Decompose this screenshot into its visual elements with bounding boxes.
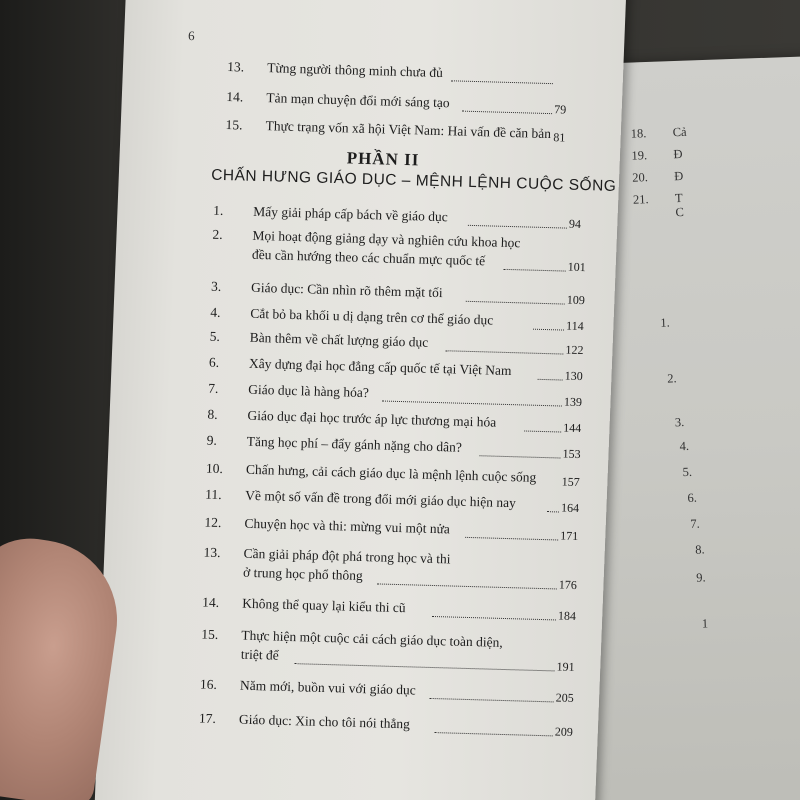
right-entry-title: T: [674, 190, 683, 206]
right-page-number: 5.: [682, 464, 693, 480]
right-entry-number: 21.: [632, 192, 649, 207]
entry-title: Giáo dục: Xin cho tôi nói thẳng: [238, 711, 411, 732]
entry-title: Bàn thêm về chất lượng giáo dục: [249, 329, 429, 350]
entry-title: Tăng học phí – đẩy gánh nặng cho dân?: [246, 433, 463, 455]
right-entry-title: Đ: [673, 168, 684, 184]
entry-page-number: 176: [558, 577, 578, 593]
entry-title-continued: đều cần hướng theo các chuẩn mực quốc tế: [251, 246, 486, 269]
right-page-number: 1.: [660, 315, 670, 330]
right-entry-number: [634, 216, 676, 217]
entry-title: Mấy giải pháp cấp bách về giáo dục: [253, 203, 448, 225]
entry-number: 3.: [210, 278, 222, 294]
entry-page-number: 109: [566, 292, 586, 308]
entry-number: 1.: [213, 202, 224, 218]
entry-page-number: 205: [555, 690, 574, 705]
entry-title: Thực trạng vốn xã hội Việt Nam: Hai vấn đề căn bản: [265, 118, 552, 142]
entry-page-number: 114: [565, 318, 584, 334]
right-entry-title: C: [675, 204, 685, 220]
entry-number: 15.: [201, 626, 219, 643]
entry-page-number: 122: [565, 342, 584, 358]
entry-title-continued: ở trung học phổ thông: [242, 564, 363, 584]
entry-number: 6.: [208, 354, 220, 370]
entry-title: Từng người thông minh chưa đủ: [267, 60, 444, 81]
entry-page-number: 94: [568, 216, 582, 231]
entry-number: 16.: [199, 676, 218, 692]
entry-page-number: 153: [562, 446, 581, 462]
right-page-number: 8.: [695, 542, 705, 557]
right-page-number: 9.: [696, 570, 706, 585]
right-page-number: 7.: [690, 516, 700, 531]
entry-number: 2.: [212, 226, 223, 242]
entry-title: Xây dựng đại học đẳng cấp quốc tế tại Việt Nam: [248, 355, 512, 379]
entry-number: 7.: [208, 380, 219, 396]
entry-number: 14.: [202, 594, 220, 611]
entry-title: Về một số vấn đề trong đổi mới giáo dục hiện nay: [245, 487, 517, 511]
entry-title-continued: triệt để: [240, 646, 279, 663]
right-entry-title: Đ: [673, 146, 683, 162]
entry-title: Tản mạn chuyện đổi mới sáng tạo: [266, 90, 450, 111]
entry-number: 15.: [225, 117, 243, 133]
right-page-entry: [632, 169, 684, 186]
right-page-number: 1: [701, 616, 709, 631]
entry-page-number: 209: [554, 724, 573, 739]
right-page-number: 2.: [667, 371, 677, 386]
entry-number: 11.: [205, 486, 222, 503]
entry-title: Cần giải pháp đột phá trong học và thi: [243, 545, 451, 567]
entry-number: 10.: [205, 460, 224, 477]
entry-title: Chuyện học và thi: mừng vui một nửa: [244, 515, 451, 537]
entry-page-number: 164: [560, 500, 580, 516]
entry-title: Không thể quay lại kiểu thi cũ: [242, 595, 406, 616]
right-page-number: 4.: [679, 438, 690, 454]
entry-title: Chấn hưng, cải cách giáo dục là mệnh lệnh cuộc sống: [245, 461, 537, 485]
entry-title: Cắt bỏ ba khối u dị dạng trên cơ thể giáo dục: [250, 305, 494, 328]
right-entry-number: 18.: [630, 126, 647, 141]
right-page-entry: [631, 147, 683, 164]
entry-page-number: 81: [553, 130, 566, 145]
right-page-entry: [633, 205, 684, 222]
entry-page-number: 101: [567, 259, 586, 275]
page-number: 6: [187, 27, 195, 44]
entry-number: 14.: [226, 89, 244, 105]
entry-number: 9.: [206, 432, 218, 448]
entry-page-number: 157: [561, 474, 580, 490]
entry-title: Thực hiện một cuộc cải cách giáo dục toàn diện,: [241, 627, 503, 650]
entry-number: 8.: [207, 406, 218, 422]
part-subtitle: CHẤN HƯNG GIÁO DỤC – MỆNH LỆNH CUỘC SỐNG: [210, 166, 617, 195]
right-entry-title: Cả: [672, 124, 687, 140]
entry-number: 13.: [227, 59, 245, 75]
entry-number: 4.: [210, 304, 221, 320]
entry-page-number: 144: [563, 420, 582, 436]
entry-title: Giáo dục là hàng hóa?: [248, 381, 370, 401]
entry-page-number: 191: [556, 659, 575, 674]
right-page-entry: [630, 125, 686, 142]
entry-number: 12.: [204, 514, 222, 531]
entry-title: Mọi hoạt động giảng dạy và nghiên cứu khoa học: [252, 227, 521, 251]
entry-number: 17.: [198, 710, 217, 726]
entry-page-number: 171: [560, 528, 579, 544]
right-page-number: 6.: [687, 490, 698, 506]
entry-page-number: 184: [557, 608, 577, 623]
right-entry-number: 19.: [631, 148, 648, 163]
entry-title: Giáo dục: Cần nhìn rõ thêm mặt tối: [250, 279, 443, 301]
entry-page-number: 130: [564, 368, 583, 384]
entry-number: 13.: [203, 544, 221, 561]
entry-number: 5.: [209, 328, 221, 344]
part-title: PHẦN II: [346, 148, 420, 170]
entry-page-number: 139: [563, 394, 583, 410]
right-page-number: 3.: [674, 415, 685, 430]
entry-title: Giáo dục đại học trước áp lực thương mại hóa: [247, 407, 497, 430]
entry-title: Năm mới, buồn vui với giáo dục: [239, 677, 417, 698]
right-entry-number: 20.: [632, 170, 649, 185]
entry-page-number: 79: [553, 102, 567, 117]
